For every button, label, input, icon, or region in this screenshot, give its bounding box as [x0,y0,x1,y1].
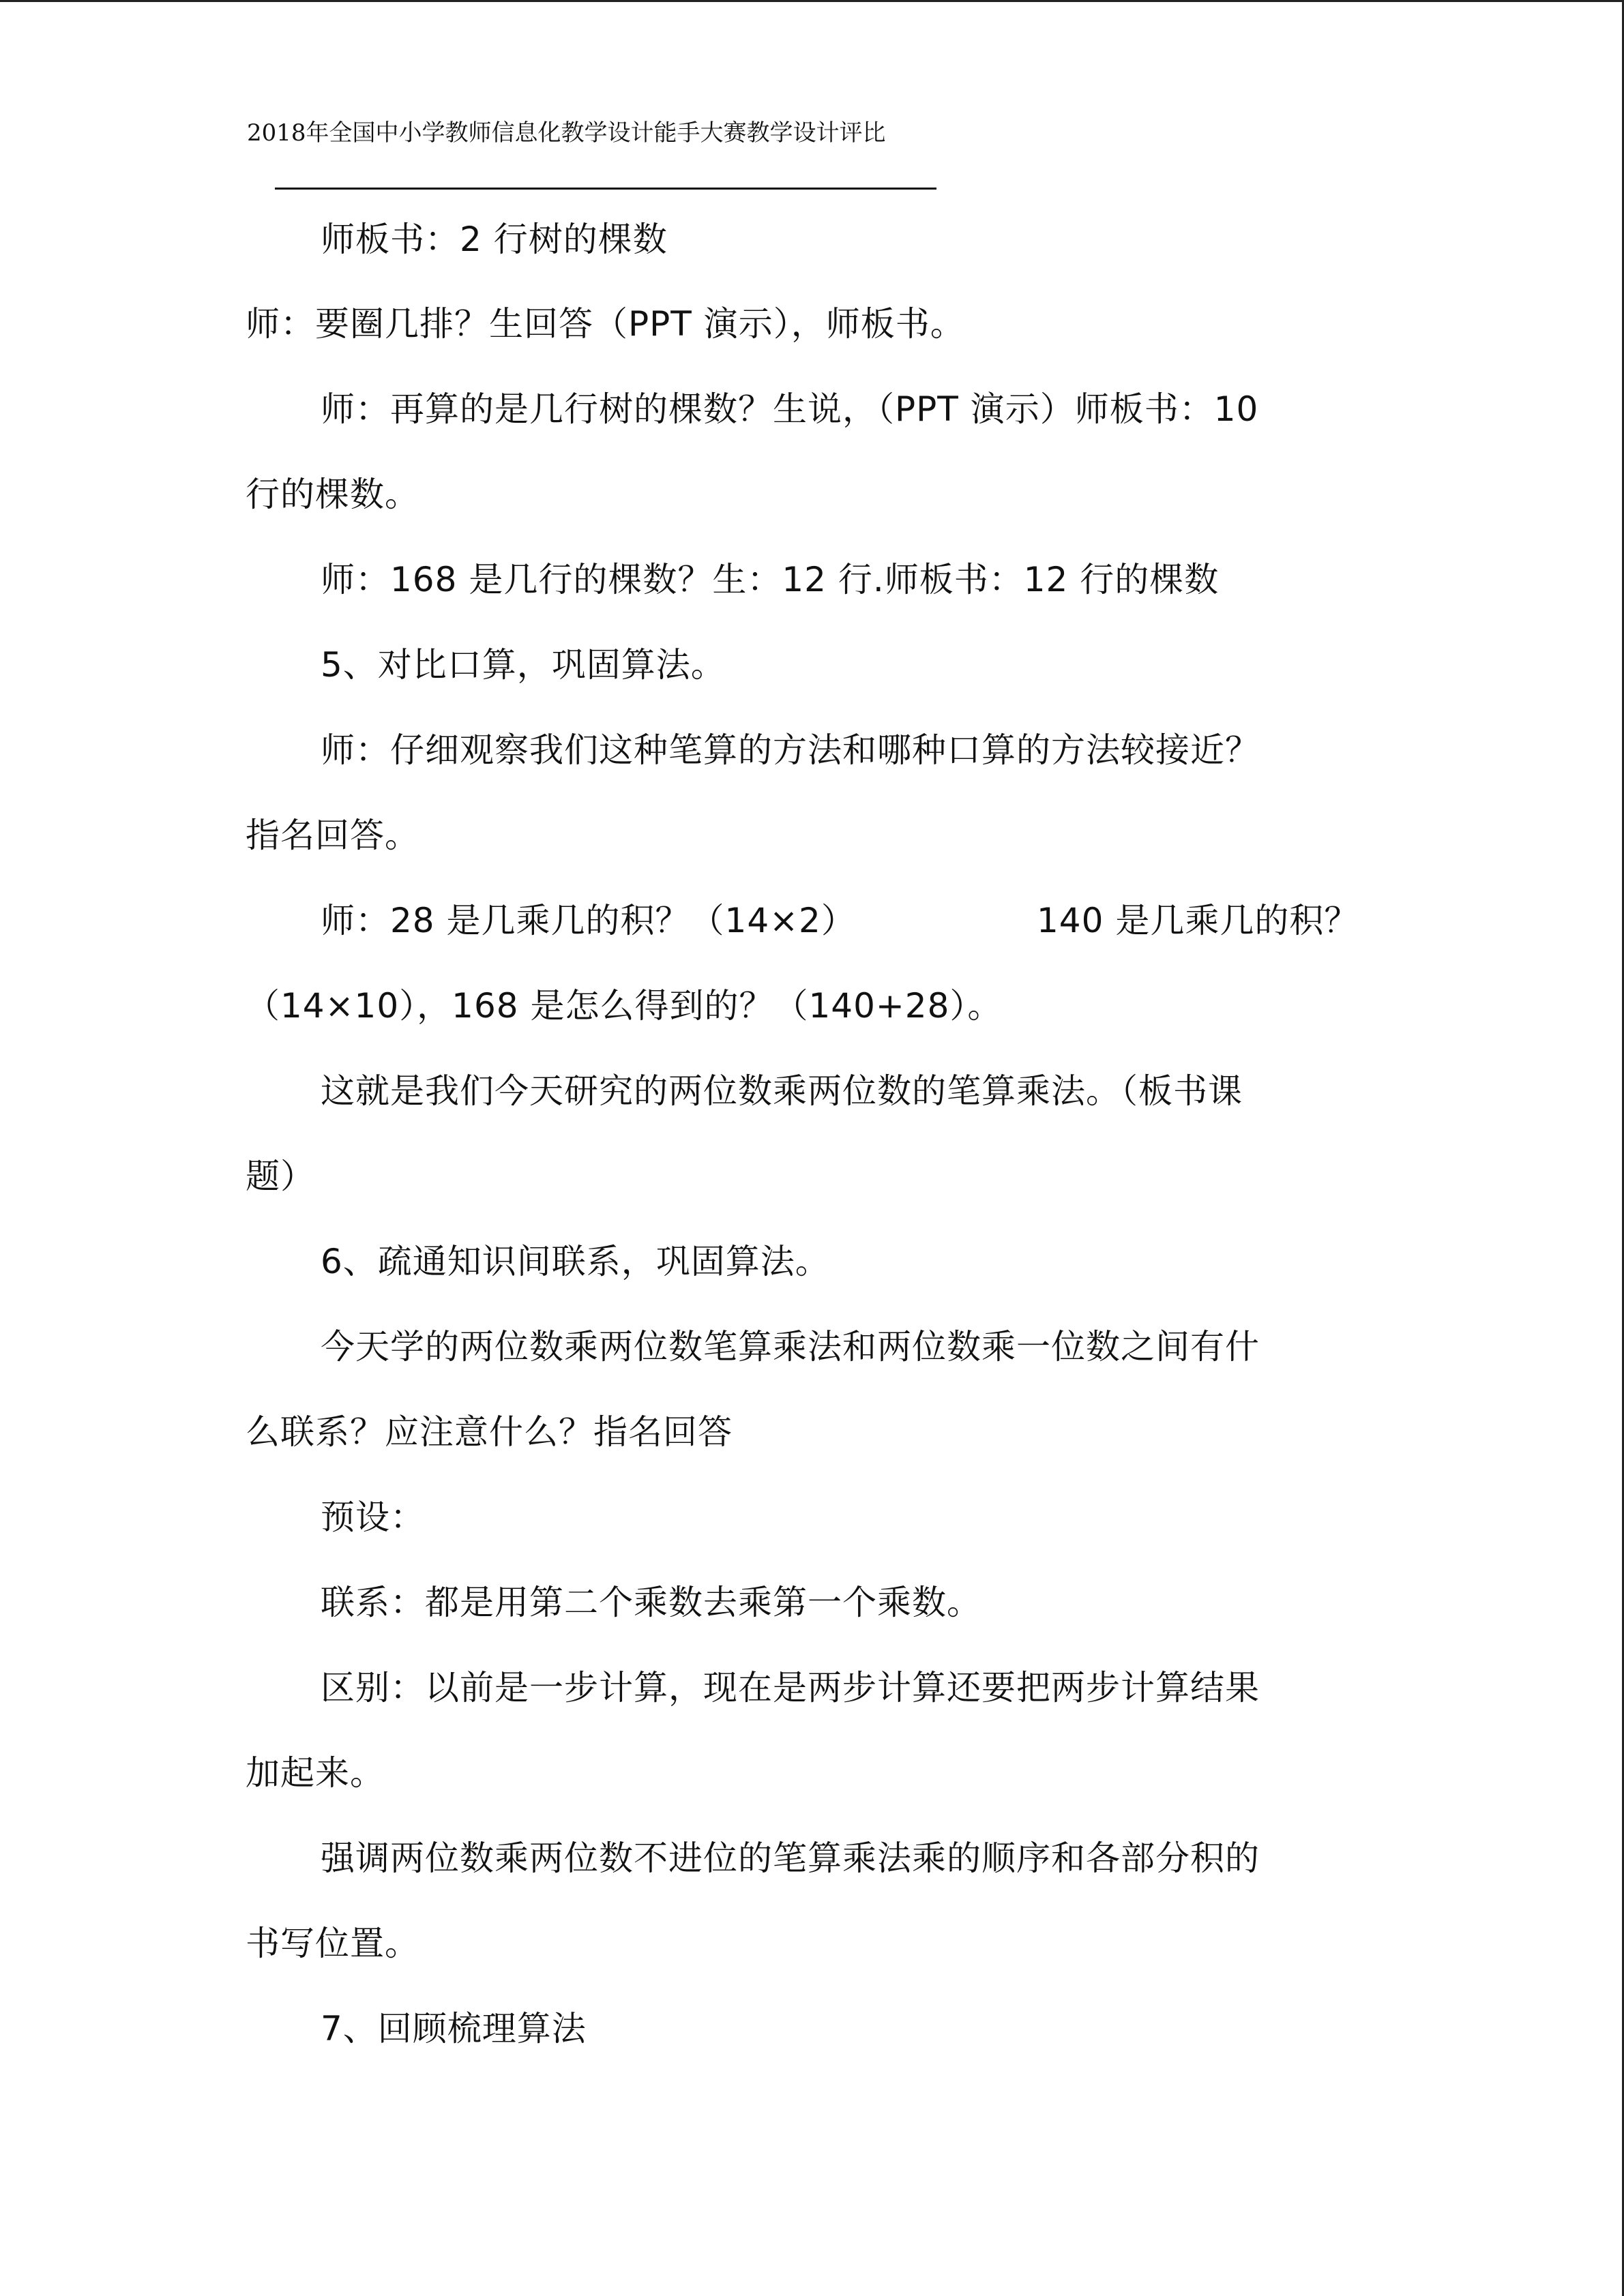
text-line: 预设： [321,1497,425,1537]
text-line: 加起来。 [246,1753,385,1793]
text-line: 今天学的两位数乘两位数笔算乘法和两位数乘一位数之间有什 [321,1327,1260,1367]
page-border-top [0,0,1624,2]
text-line: 140 是几乘几的积？ [1037,901,1359,940]
text-line: 师：168 是几行的棵数？生：12 行.师板书：12 行的棵数 [321,560,1220,599]
text-line: 行的棵数。 [246,475,419,514]
text-line: 师：要圈几排？生回答（PPT 演示），师板书。 [246,304,965,344]
header-rule [275,188,936,190]
text-line: 强调两位数乘两位数不进位的笔算乘法乘的顺序和各部分积的 [321,1838,1260,1878]
section-heading: 5、对比口算，巩固算法。 [321,645,726,685]
text-line: 书写位置。 [246,1924,419,1963]
text-line: 师：仔细观察我们这种笔算的方法和哪种口算的方法较接近？ [321,730,1260,770]
text-line: 题） [246,1157,315,1196]
text-line: （14×10），168 是怎么得到的？（140+28）。 [246,986,1003,1026]
section-heading: 7、回顾梳理算法 [321,2009,587,2048]
section-heading: 6、疏通知识间联系，巩固算法。 [321,1242,830,1281]
text-line: 师：再算的是几行树的棵数？生说，（PPT 演示）师板书：10 [321,389,1259,429]
text-line: 这就是我们今天研究的两位数乘两位数的笔算乘法。（板书课 [321,1071,1243,1111]
text-line: 区别：以前是一步计算，现在是两步计算还要把两步计算结果 [321,1668,1260,1708]
text-line: 么联系？应注意什么？指名回答 [246,1412,733,1452]
text-line: 师板书：2 行树的棵数 [321,220,668,259]
text-line: 师：28 是几乘几的积？（14×2） [321,901,856,940]
text-line: 指名回答。 [246,816,419,855]
text-line: 联系：都是用第二个乘数去乘第一个乘数。 [321,1583,981,1622]
page-header: 2018年全国中小学教师信息化教学设计能手大赛教学设计评比 [247,119,886,147]
